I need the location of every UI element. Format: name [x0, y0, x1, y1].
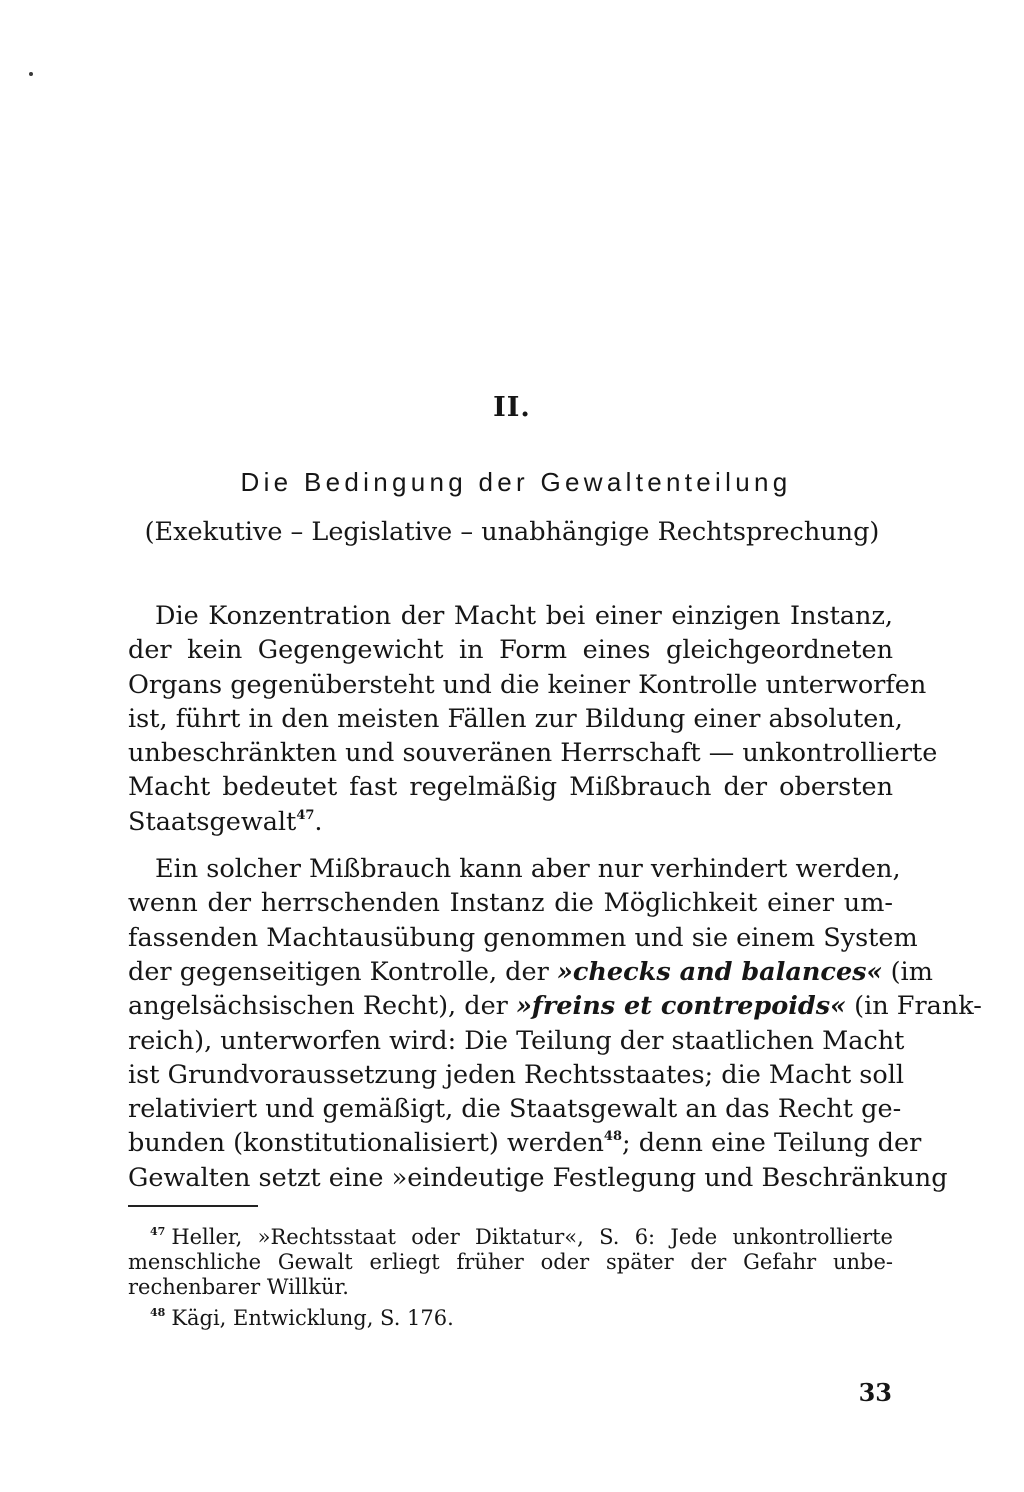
paragraph-line: ist, führt in den meisten Fällen zur Bildung einer absoluten,: [128, 703, 903, 734]
paragraph-line: [128, 1126, 922, 1160]
footnote-number: 47: [150, 1225, 166, 1238]
line-text: ; denn eine Teilung der: [622, 1128, 922, 1159]
footnote-separator: [128, 1205, 258, 1207]
paragraph-line: ist Grundvoraussetzung jeden Rechtsstaates; die Macht soll: [128, 1059, 905, 1090]
paragraph-line: Die Konzentration der Macht bei einer einzigen Instanz,: [155, 601, 893, 631]
footnote-line: menschliche Gewalt erliegt früher oder später der Gefahr unbe-: [128, 1250, 893, 1274]
footnote-line: [128, 1306, 893, 1331]
line-text: (in Frank-: [846, 991, 982, 1022]
footnote-text: Kägi, Entwicklung, S. 176.: [171, 1306, 454, 1330]
paragraph-line: unbeschränkten und souveränen Herrschaft — unkontrollierte: [128, 738, 938, 769]
section-subheading: (Exekutive – Legislative – unabhängige Rechtsprechung): [144, 517, 880, 547]
paragraph-line: Ein solcher Mißbrauch kann aber nur verhindert werden,: [155, 854, 901, 885]
line-text: bunden (konstitutionalisiert) werden: [128, 1128, 604, 1159]
body-text: [128, 599, 982, 1195]
paragraph-2: [128, 852, 982, 1195]
page-number: 33: [858, 1378, 892, 1407]
line-text: (im: [882, 956, 933, 987]
paragraph-line: wenn der herrschenden Instanz die Möglichkeit einer um-: [128, 888, 893, 919]
paragraph-line: [128, 955, 933, 989]
paragraph-1: [128, 599, 938, 839]
line-text: der gegenseitigen Kontrolle, der: [128, 956, 557, 987]
paragraph-line: der kein Gegengewicht in Form eines gleichgeordneten: [128, 635, 893, 666]
paragraph-line: relativiert und gemäßigt, die Staatsgewalt an das Recht ge-: [128, 1094, 902, 1125]
term-checks-and-balances: »checks and balances«: [556, 956, 883, 987]
footnotes: [128, 1225, 893, 1331]
scan-speck: [29, 72, 33, 76]
paragraph-line: Macht bedeutet fast regelmäßig Mißbrauch der obersten: [128, 772, 893, 803]
paragraph-line: fassenden Machtausübung genommen und sie einem System: [128, 922, 918, 953]
term-freins-et-contrepoids: »freins et contrepoids«: [515, 991, 847, 1022]
footnote-ref-48[interactable]: 48: [603, 1129, 623, 1145]
footnote-text: Heller, »Rechtsstaat oder Diktatur«, S. 6: Jede unkontrollierte: [171, 1225, 893, 1249]
paragraph-line: reich), unterworfen wird: Die Teilung der staatlichen Macht: [128, 1025, 905, 1056]
footnote-number: 48: [150, 1306, 166, 1319]
footnote-48: [128, 1306, 893, 1331]
line-text: angelsächsischen Recht), der: [128, 991, 516, 1022]
footnote-line: [128, 1225, 893, 1250]
chapter-number: II.: [493, 392, 531, 423]
paragraph-line: [128, 989, 982, 1023]
footnote-47: [128, 1225, 893, 1300]
footnote-ref-47[interactable]: 47: [296, 807, 315, 823]
paragraph-line: Organs gegenübersteht und die keiner Kontrolle unterworfen: [128, 669, 927, 700]
section-heading: Die Bedingung der Gewaltenteilung: [240, 467, 792, 497]
footnote-line: rechenbarer Willkür.: [128, 1275, 349, 1299]
line-end: .: [314, 806, 323, 837]
line-text: Staatsgewalt: [128, 806, 297, 837]
paragraph-line: Gewalten setzt eine »eindeutige Festlegung und Beschränkung: [128, 1162, 948, 1193]
paragraph-line: [128, 805, 893, 839]
